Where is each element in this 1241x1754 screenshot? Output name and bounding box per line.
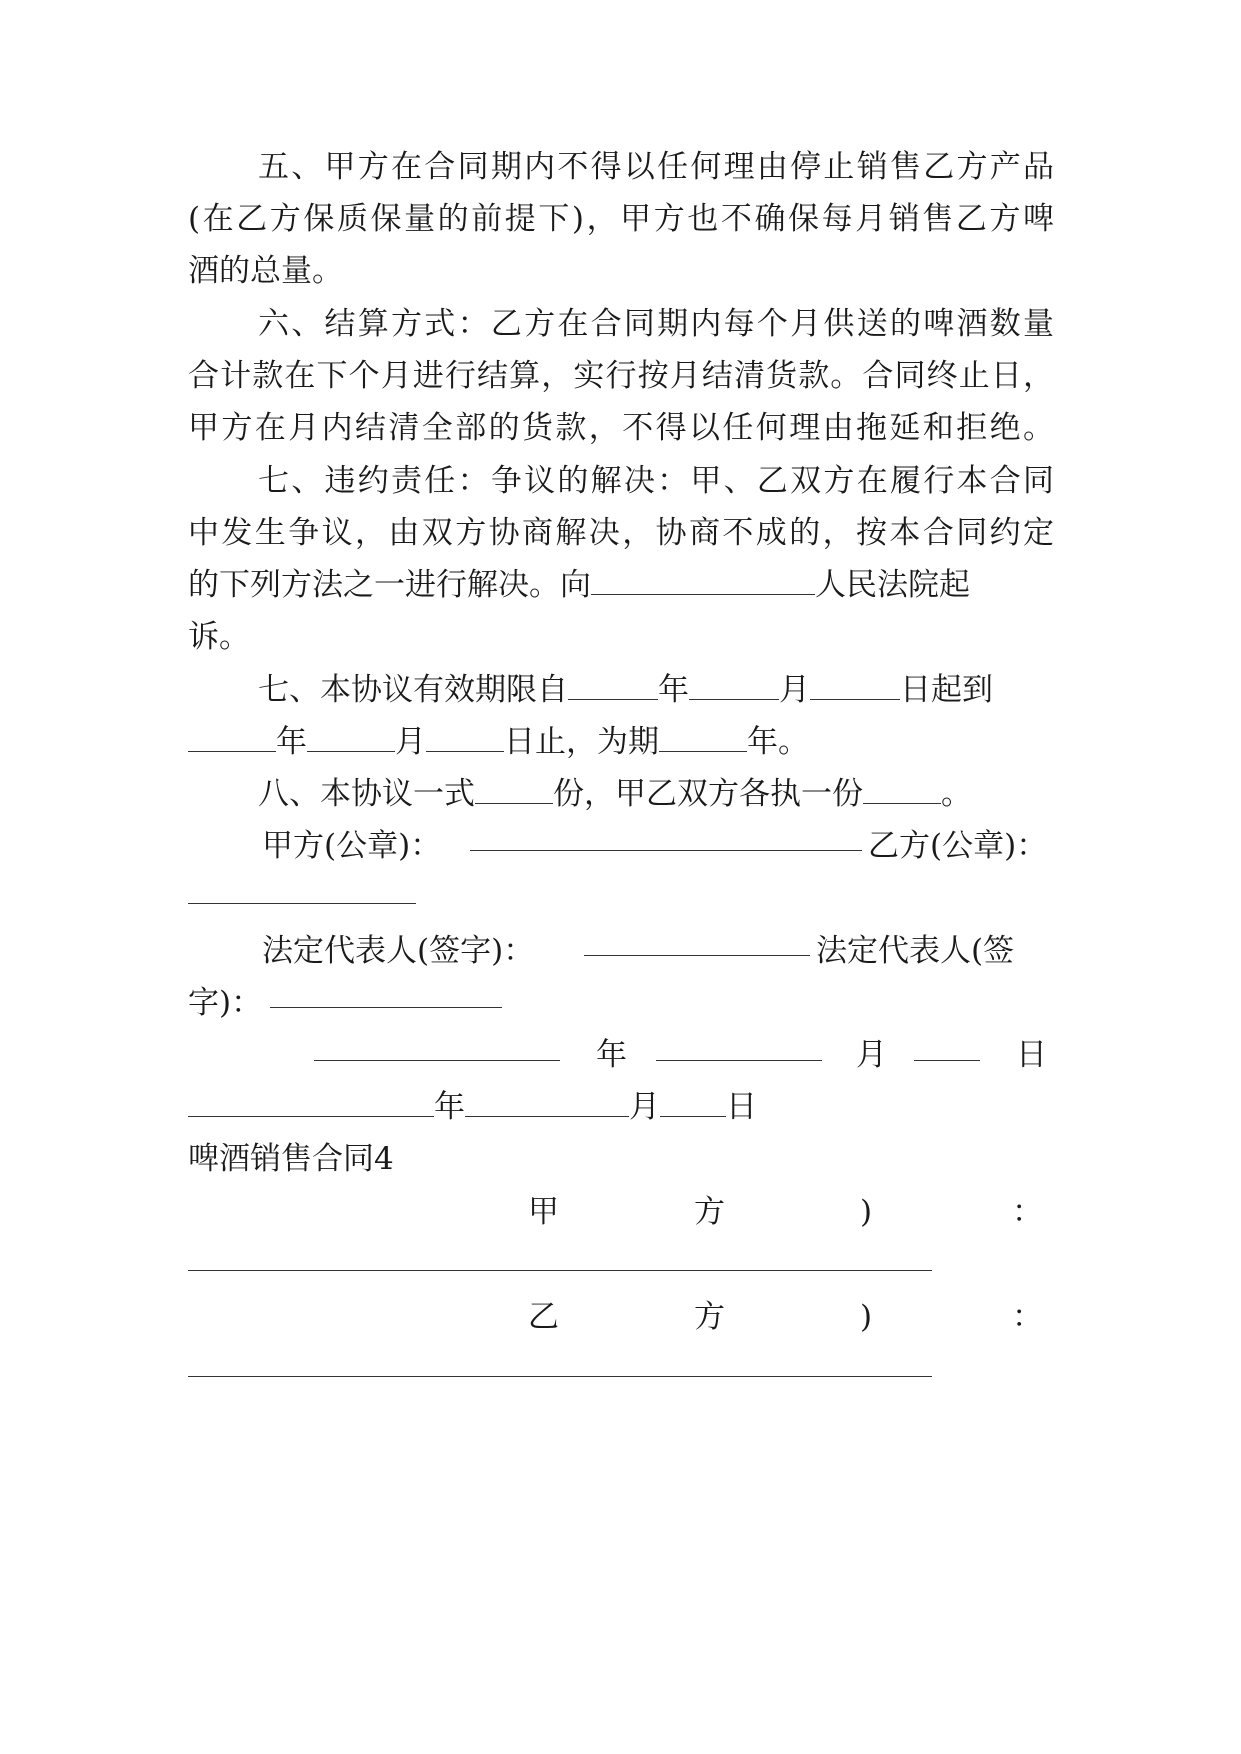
term-years-blank[interactable] bbox=[659, 721, 747, 752]
copies-each-blank[interactable] bbox=[863, 773, 941, 804]
party-a-seal-label: 甲方(公章)： bbox=[262, 828, 442, 864]
start-month-label: 月 bbox=[779, 672, 810, 708]
clause-7-validity-line-2 bbox=[188, 713, 1054, 771]
end-day-blank[interactable] bbox=[426, 721, 504, 752]
clause-8-prefix: 八、本协议一式 bbox=[258, 776, 475, 812]
party-a-date-day-label: 日 bbox=[1016, 1037, 1047, 1073]
clause-6-line-3: 甲方在月内结清全部的货款，不得以任何理由拖延和拒绝。 bbox=[188, 410, 1054, 446]
party-b-date-day-label: 日 bbox=[726, 1089, 757, 1125]
rep-a-blank[interactable] bbox=[584, 955, 810, 956]
rep-b-label-part-1: 法定代表人(签 bbox=[816, 933, 1015, 969]
rep-b-label-part-2: 字)： bbox=[188, 985, 263, 1021]
party-b-seal-blank[interactable] bbox=[188, 903, 416, 904]
clause-6-line-2: 合计款在下个月进行结算，实行按月结清货款。合同终止日， bbox=[188, 358, 1054, 394]
start-day-blank[interactable] bbox=[810, 669, 900, 700]
party-a-seal-blank[interactable] bbox=[470, 850, 862, 851]
start-month-blank[interactable] bbox=[689, 669, 779, 700]
party-a-date-year-label: 年 bbox=[596, 1037, 627, 1073]
end-month-label: 月 bbox=[395, 724, 426, 760]
validity-prefix: 七、本协议有效期限自 bbox=[258, 672, 568, 708]
party-b-date-year-blank[interactable] bbox=[188, 1086, 434, 1117]
party-a-date-month-blank[interactable] bbox=[656, 1060, 822, 1061]
contract-4-party-b-char-1: 乙 bbox=[528, 1299, 559, 1335]
party-a-date-month-label: 月 bbox=[856, 1037, 887, 1073]
rep-b-blank[interactable] bbox=[270, 1007, 502, 1008]
end-day-label: 日止，为期 bbox=[504, 724, 659, 760]
party-b-date-month-blank[interactable] bbox=[465, 1086, 629, 1117]
contract-4-party-b-colon: ： bbox=[1012, 1299, 1043, 1335]
end-month-blank[interactable] bbox=[307, 721, 395, 752]
contract-4-party-a-char-2: 方 bbox=[694, 1194, 725, 1230]
clause-5-line-3: 酒的总量。 bbox=[188, 253, 343, 289]
contract-4-party-a-paren: ) bbox=[860, 1194, 873, 1230]
party-b-seal-label: 乙方(公章)： bbox=[868, 828, 1048, 864]
clause-5-line-1: 五、甲方在合同期内不得以任何理由停止销售乙方产品 bbox=[258, 149, 1054, 185]
contract-4-party-b-paren: ) bbox=[860, 1299, 873, 1335]
court-name-blank[interactable] bbox=[591, 564, 815, 595]
clause-7-dispute-line-3 bbox=[188, 556, 1054, 614]
clause-7-dispute-line-2: 中发生争议，由双方协商解决，协商不成的，按本合同约定 bbox=[188, 515, 1054, 551]
contract-4-party-b-blank[interactable] bbox=[188, 1376, 932, 1377]
party-b-date-year-label: 年 bbox=[434, 1089, 465, 1125]
start-year-blank[interactable] bbox=[568, 669, 658, 700]
term-years-label: 年。 bbox=[747, 724, 809, 760]
rep-a-label: 法定代表人(签字)： bbox=[262, 933, 535, 969]
start-day-label: 日起到 bbox=[900, 672, 993, 708]
contract-4-party-a-char-1: 甲 bbox=[528, 1194, 559, 1230]
start-year-label: 年 bbox=[658, 672, 689, 708]
end-year-blank[interactable] bbox=[188, 721, 276, 752]
contract-4-title: 啤酒销售合同4 bbox=[188, 1141, 394, 1177]
party-b-date-line bbox=[188, 1078, 1054, 1136]
party-a-date-day-blank[interactable] bbox=[914, 1060, 980, 1061]
contract-4-party-b-char-2: 方 bbox=[694, 1299, 725, 1335]
clause-7-validity-line-1 bbox=[258, 661, 1054, 719]
clause-6-line-1: 六、结算方式：乙方在合同期内每个月供送的啤酒数量 bbox=[258, 306, 1054, 342]
clause-8-middle: 份，甲乙双方各执一份 bbox=[553, 776, 863, 812]
clause-7-dispute-line-1: 七、违约责任：争议的解决：甲、乙双方在履行本合同 bbox=[258, 463, 1054, 499]
clause-8-line bbox=[258, 765, 1054, 823]
party-a-date-year-blank[interactable] bbox=[314, 1060, 560, 1061]
clause-5-line-2: (在乙方保质保量的前提下)，甲方也不确保每月销售乙方啤 bbox=[188, 201, 1054, 237]
clause-7-dispute-line-4: 诉。 bbox=[188, 619, 250, 655]
party-b-date-day-blank[interactable] bbox=[660, 1086, 726, 1117]
end-year-label: 年 bbox=[276, 724, 307, 760]
copies-count-blank[interactable] bbox=[475, 773, 553, 804]
party-b-date-month-label: 月 bbox=[629, 1089, 660, 1125]
clause-7-text-pre: 的下列方法之一进行解决。向 bbox=[188, 567, 591, 603]
clause-8-end: 。 bbox=[941, 776, 972, 812]
clause-7-text-post: 人民法院起 bbox=[815, 567, 970, 603]
contract-4-party-a-blank[interactable] bbox=[188, 1270, 932, 1271]
contract-4-party-a-colon: ： bbox=[1012, 1194, 1043, 1230]
